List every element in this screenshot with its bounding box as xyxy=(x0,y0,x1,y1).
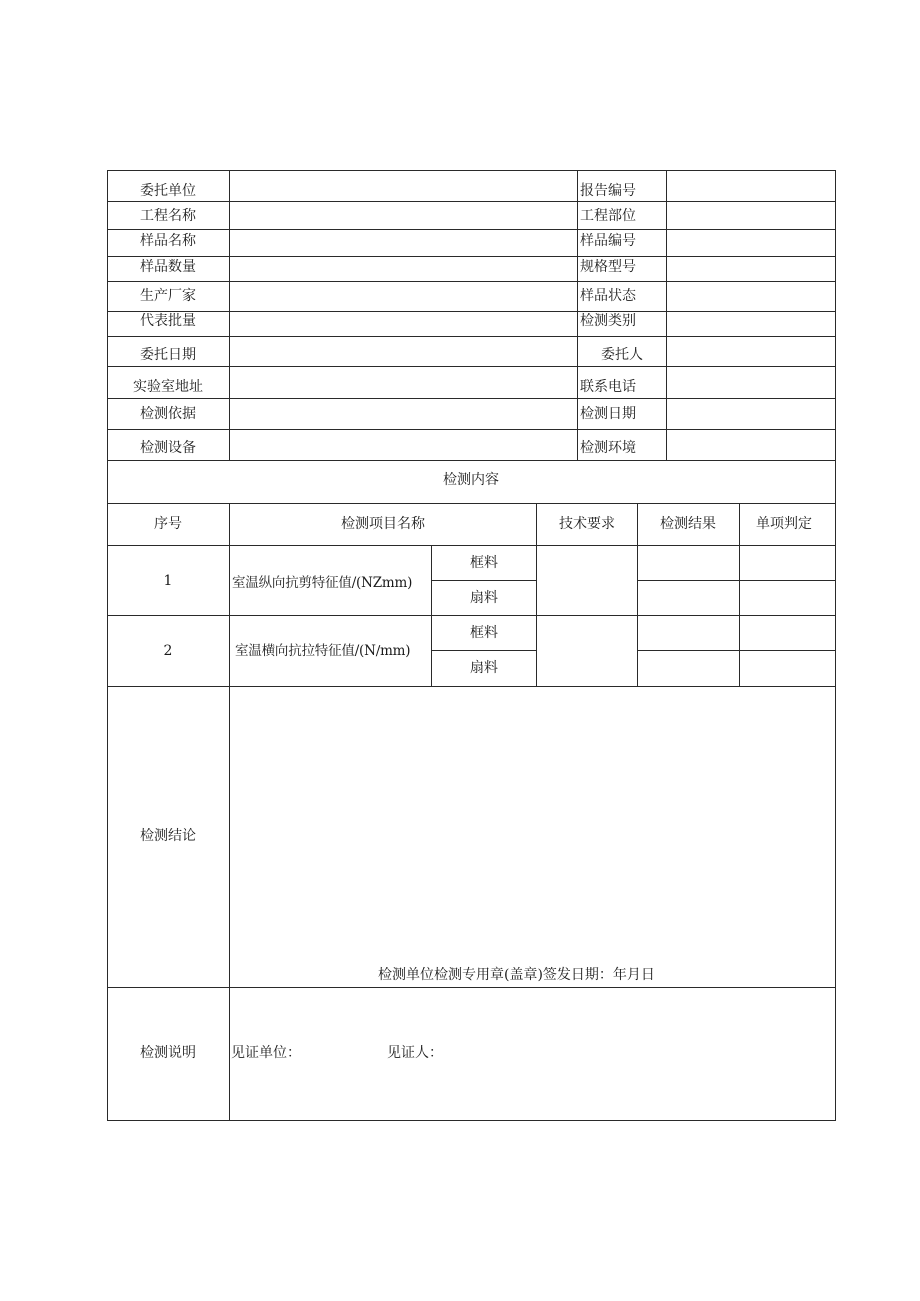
item-2-part-frame: 框料 xyxy=(470,625,498,641)
conclusion-footer: 检测单位检测专用章(盖章)签发日期：年月日 xyxy=(378,967,655,983)
label-test-basis: 检测依据 xyxy=(140,406,196,422)
label-test-environment: 检测环境 xyxy=(580,440,636,456)
label-sample-number: 样品编号 xyxy=(580,233,636,249)
label-test-category: 检测类别 xyxy=(580,313,636,329)
label-project-name: 工程名称 xyxy=(140,208,196,224)
item-1-name: 室温纵向抗剪特征值/(NZmm) xyxy=(232,575,413,591)
witness-person-label: 见证人： xyxy=(387,1045,443,1061)
label-sample-quantity: 样品数量 xyxy=(140,259,196,275)
item-1-part-frame: 框料 xyxy=(470,555,498,571)
header-judgement: 单项判定 xyxy=(756,516,812,532)
label-lab-address: 实验室地址 xyxy=(133,379,203,395)
label-spec-model: 规格型号 xyxy=(580,259,636,275)
label-client-person: 委托人 xyxy=(601,347,643,363)
label-batch-size: 代表批量 xyxy=(140,313,196,329)
label-sample-state: 样品状态 xyxy=(580,288,636,304)
label-contact-phone: 联系电话 xyxy=(580,379,636,395)
header-item-name: 检测项目名称 xyxy=(341,516,425,532)
witness-unit-label: 见证单位： xyxy=(231,1045,301,1061)
label-sample-name: 样品名称 xyxy=(140,233,196,249)
header-requirement: 技术要求 xyxy=(559,516,615,532)
label-manufacturer: 生产厂家 xyxy=(140,288,196,304)
label-test-date: 检测日期 xyxy=(580,406,636,422)
test-report-form xyxy=(107,170,836,1121)
item-1-part-sash: 扇料 xyxy=(470,590,498,606)
label-report-number: 报告编号 xyxy=(580,183,636,199)
item-1-seq: 1 xyxy=(163,573,173,589)
content-title: 检测内容 xyxy=(443,472,499,488)
label-test-equipment: 检测设备 xyxy=(140,440,196,456)
header-result: 检测结果 xyxy=(660,516,716,532)
remarks-label: 检测说明 xyxy=(140,1045,196,1061)
item-2-name: 室温横向抗拉特征值/(N∕mm) xyxy=(235,643,411,659)
label-client-unit: 委托单位 xyxy=(140,183,196,199)
header-seq: 序号 xyxy=(154,516,182,532)
item-2-seq: 2 xyxy=(163,643,173,659)
label-project-part: 工程部位 xyxy=(580,208,636,224)
label-commission-date: 委托日期 xyxy=(140,347,196,363)
conclusion-label: 检测结论 xyxy=(140,828,196,844)
item-2-part-sash: 扇料 xyxy=(470,660,498,676)
